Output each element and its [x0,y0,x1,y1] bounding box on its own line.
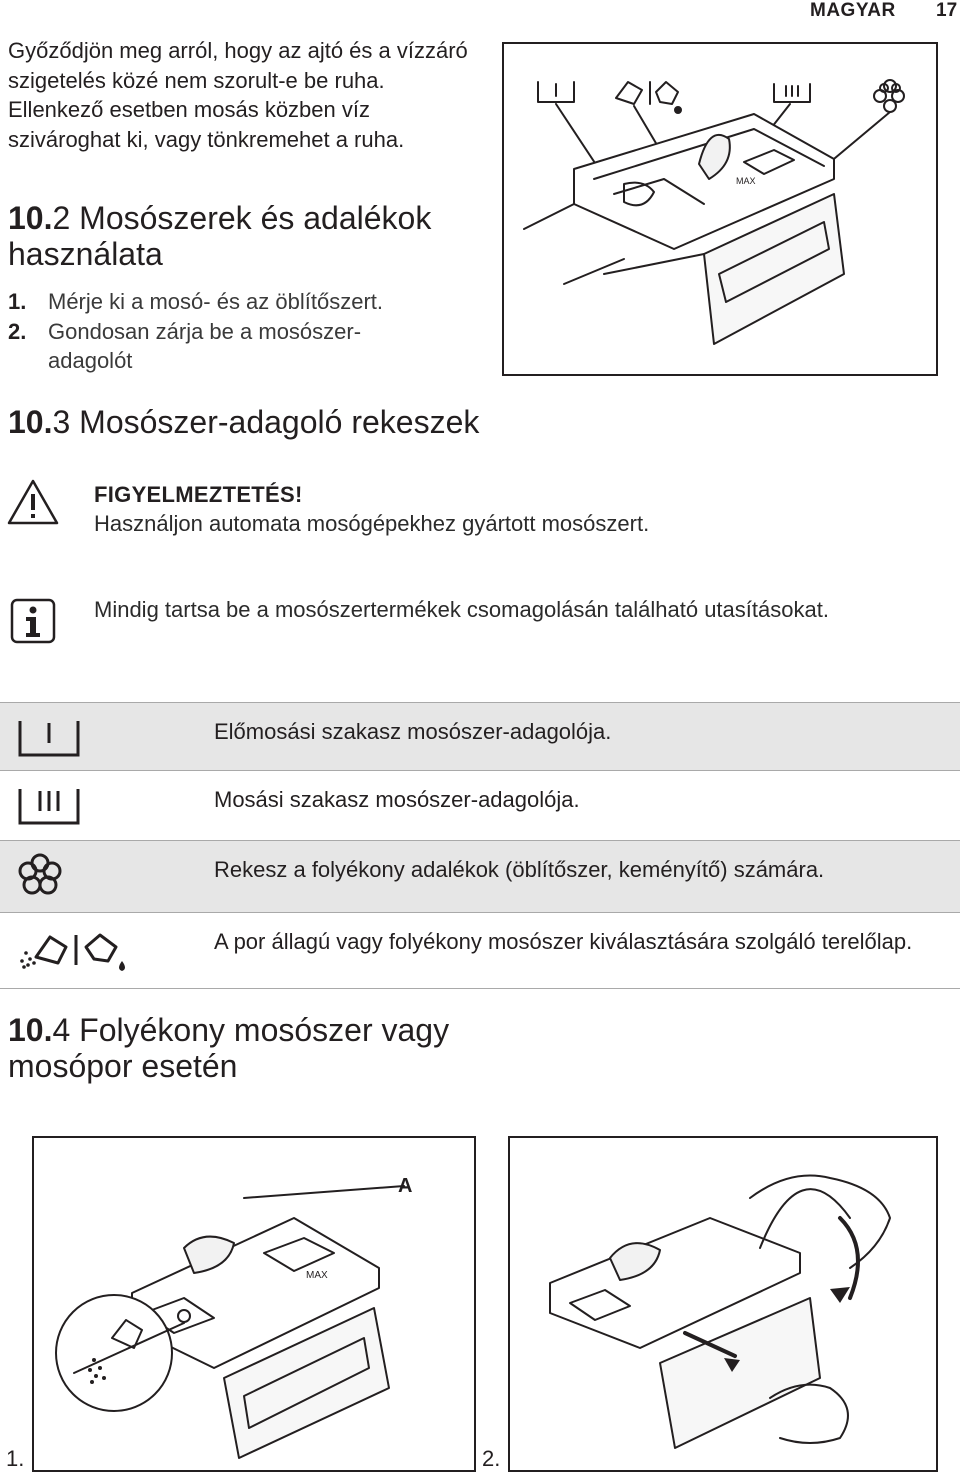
figure-1-caption: 1. [6,1446,25,1471]
section-10-2-number-thin: 2 [52,200,71,236]
table-row [0,841,960,913]
symbol-cell [0,841,204,913]
symbol-cell [0,703,204,771]
warning-block [6,478,60,531]
table-row [0,703,960,771]
warning-triangle-icon [6,478,60,526]
table-row [0,913,960,989]
section-10-4-number-bold: 10. [8,1012,53,1048]
section-10-4-title: Folyékony mosószer vagy mosópor esetén [8,1012,450,1084]
drawer-illustration [502,42,938,376]
info-block [10,598,56,649]
section-10-3-title: Mosószer-adagoló rekeszek [79,404,480,440]
step-text: Gondosan zárja be a mosószer-adagolót [48,318,362,373]
step-item [8,317,428,376]
steps-list [8,287,428,376]
warning-text: Használjon automata mosógépekhez gyártott mosószert. [94,511,650,536]
section-10-3-number-bold: 10. [8,404,53,440]
section-10-2-number-bold: 10. [8,200,53,236]
symbol-description: Előmosási szakasz mosószer-adagolója. [204,703,960,771]
figure-1-drawing [34,1138,474,1470]
step-number: 2. [8,318,27,344]
intro-paragraph: Győződjön meg arról, hogy az ajtó és a vízzáró szigetelés közé nem szorult-e be ruha. Ellenkező esetben mosás közben víz szivároghat ki, vagy tönkremehet a ruha. [8,38,468,152]
section-10-4-heading [8,1012,488,1084]
main-wash-compartment-icon [14,781,94,831]
figure-2-caption: 2. [482,1446,501,1471]
symbol-table [0,702,960,989]
step-item [8,287,428,317]
figure-1 [32,1136,476,1472]
figure-2 [508,1136,938,1472]
symbol-description: Mosási szakasz mosószer-adagolója. [204,771,960,841]
info-icon [10,598,56,644]
warning-title: FIGYELMEZTETÉS! [94,482,303,507]
section-10-3-number-thin: 3 [52,404,71,440]
page-number: 17 [936,0,958,21]
section-10-2-heading [8,200,478,272]
symbol-cell [0,771,204,841]
prewash-compartment-icon [14,713,94,763]
info-text: Mindig tartsa be a mosószertermékek csomagolásán található utasításokat. [94,597,829,622]
header-language: MAGYAR [810,0,896,21]
section-10-2-title: Mosószerek és adalékok használata [8,200,432,272]
label-a: A [398,1175,413,1197]
step-number: 1. [8,289,27,314]
section-10-4-number-thin: 4 [52,1012,71,1048]
symbol-cell [0,913,204,989]
max-label: MAX [736,176,756,186]
symbol-description: A por állagú vagy folyékony mosószer kiválasztására szolgáló terelőlap. [204,913,960,989]
figure-2-drawing [510,1138,936,1470]
flower-softener-icon [14,851,94,901]
flower-symbol-icon [874,80,904,112]
drawer-drawing [504,44,936,374]
max-label: MAX [306,1270,328,1281]
symbol-description: Rekesz a folyékony adalékok (öblítőszer, keményítő) számára. [204,841,960,913]
table-row [0,771,960,841]
step-text: Mérje ki a mosó- és az öblítőszert. [48,289,384,314]
powder-liquid-flap-icon [14,923,134,973]
powder-liquid-symbol-icon [616,82,642,104]
section-10-3-heading [8,404,608,440]
